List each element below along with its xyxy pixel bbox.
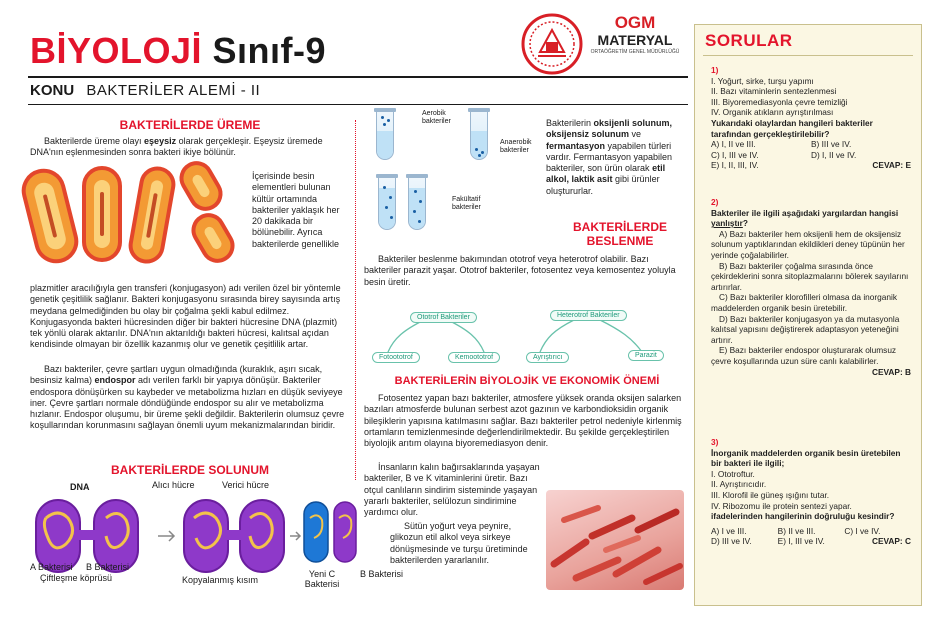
label-aerobik: Aerobik bakteriler xyxy=(422,110,451,125)
ureme-paragraph-2: plazmitler aracılığıyla gen transferi (konjugasyon) adı verilen özel bir yöntemle genetik çeşitlilik sağlanır. Bakteri konjugasyonu sırasında birey sayısında artış meydana gelmediğinden bu olay bir çoğalma şekli kabul edilmez. Konjugasyonda bakteri hücresinden diğer bir bakteri hücresine DNA (plazmit) tek yönlü olarak aktarılır. DNA'nın aktarıldığı bakteri hücresi, kalıtsal açıdan kendisinde olmayan bir özellik kazanmış olur ve genetik çeşitlilik artar. xyxy=(30,283,341,350)
q1-option-a[interactable]: A) I, II ve III. xyxy=(711,139,756,150)
q2-option-d[interactable]: D) Bazı bakteriler konjugasyon ya da mutasyonla kalıtsal yapısını değiştirerek adaptasyon yeteneğini artırır. xyxy=(711,313,900,345)
q1-options xyxy=(711,139,911,171)
beslenme-text: Bakteriler beslenme bakımından ototrof veya heterotrof olabilir. Bazı bakteriler parazit yaşar. Ototrof bakteriler, fotosentez veya kemosentez yoluyla besin üretir. xyxy=(364,254,676,287)
onem-heading: BAKTERİLERİN BİYOLOJİK VE EKONOMİK ÖNEMİ xyxy=(394,375,660,387)
beslenme-heading-1: BAKTERİLERDE xyxy=(572,220,667,234)
ogm-material-logo xyxy=(590,14,680,56)
label-a-bakterisi: A Bakterisi xyxy=(30,562,73,572)
q3-option-c[interactable]: C) I ve IV. xyxy=(844,525,881,536)
q1-item: III. Biyoremediasyonla çevre temizliği xyxy=(711,96,848,107)
label-alici-hucre: Alıcı hücre xyxy=(152,480,195,490)
q3-option-b[interactable]: B) II ve III. xyxy=(777,525,816,536)
bacteria-photo xyxy=(546,490,684,590)
nd-ayristirici: Ayrıştırıcı xyxy=(526,352,569,363)
onem-paragraph-1: Fotosentez yapan bazı bakteriler, atmosfere yüksek oranda oksijen salarken bazıları atmosferde bulunan serbest azot gazının ve karbondioksidin organik bileşiklerin yapısına katılmasını sağlar. Bazı bakteriler petrol nedeniyle kirlenmiş ortamların temizlenmesinde değerlendirilmektedir. Bu şekilde gerçekleştirilen biyolojik arıtım olayına biyoremediasyon denir. xyxy=(364,393,682,449)
label-ciftlesme-koprusu: Çiftleşme köprüsü xyxy=(40,573,113,583)
beslenme-heading xyxy=(560,220,680,248)
bacterium-cell xyxy=(173,155,228,217)
beslenme-heading-2: BESLENME xyxy=(586,234,654,248)
q2-option-e[interactable]: E) Bazı bakteriler endospor oluşturarak olumsuz çevre koşullarında uzun süre canlı kalabilirler. xyxy=(711,345,897,366)
q3-option-a[interactable]: A) I ve III. xyxy=(711,525,747,536)
q1-option-b[interactable]: B) III ve IV. xyxy=(811,139,852,150)
bacterium-cell xyxy=(126,164,178,267)
q1-item: IV. Organik atıkların ayrıştırılması xyxy=(711,107,834,118)
label-verici-hucre: Verici hücre xyxy=(222,480,270,490)
bacterium-cell xyxy=(17,164,83,268)
question-3 xyxy=(711,437,911,547)
q3-item: III. Klorofil ile güneş ışığını tutar. xyxy=(711,489,830,500)
solunum-text: Bakterilerin oksijenli solunum, oksijensiz solunum ve fermantasyon yapabilen türleri vardır. Fermantasyon yapabilen bakteriler, son ürün olarak etil alkol, laktik asit gibi ürünler oluştururlar. xyxy=(546,118,673,196)
q2-stem: Bakteriler ile ilgili aşağıdaki yargılardan hangisi yanlıştır? xyxy=(711,207,899,229)
nd-ototrof: Ototrof Bakteriler xyxy=(410,312,477,323)
q3-stem-b: ifadelerinden hangilerinin doğruluğu kesindir? xyxy=(711,511,895,522)
header-rule xyxy=(28,76,688,78)
question-1 xyxy=(711,65,911,171)
label-anaerobik: Anaerobik bakteriler xyxy=(500,139,532,154)
question-2 xyxy=(711,197,911,377)
q2-option-b[interactable]: B) Bazı bakteriler çoğalma sırasında önce çekirdeklerini sonra sitoplazmalarını bölerek sayılarını artırırlar. xyxy=(711,260,909,292)
konu-line xyxy=(30,82,260,99)
q1-item: II. Bazı vitaminlerin sentezlenmesi xyxy=(711,86,837,97)
q2-option-a[interactable]: A) Bazı bakteriler hem oksijenli hem de oksijensiz solunum yaptıklarından ekildikleri deney tüpünün her yerinde çoğalabilirler. xyxy=(711,228,905,260)
nd-heterotrof: Heterotrof Bakteriler xyxy=(550,310,627,321)
q3-item: II. Ayrıştırıcıdır. xyxy=(711,479,767,490)
meb-logo-icon xyxy=(520,12,584,76)
label-kopyalanmis-kisim: Kopyalanmış kısım xyxy=(182,575,259,585)
q3-item: I. Ototroftur. xyxy=(711,468,755,479)
sorular-heading: SORULAR xyxy=(705,31,793,50)
tube-fakultatif-2 xyxy=(408,178,426,230)
ogm-line2: MATERYAL xyxy=(597,32,673,48)
column-divider xyxy=(355,120,356,480)
label-yeni-c-bakterisi: Yeni C Bakterisi xyxy=(304,569,340,589)
konu-rule xyxy=(28,104,688,105)
bacterium-cell xyxy=(82,166,122,262)
ureme-paragraph-1: Bakterilerde üreme olayı eşeysiz olarak gerçekleşir. Eşeysiz üremede DNA'nın eşlenmesinden sonra bakteri ikiye bölünür. xyxy=(30,136,323,158)
title-sinif: Sınıf-9 xyxy=(212,30,327,71)
q3-item: IV. Ribozomu ile protein sentezi yapar. xyxy=(711,500,852,511)
q2-option-c[interactable]: C) Bazı bakteriler klorofilleri olmasa da inorganik maddelerden organik besin üretebilir. xyxy=(711,292,897,313)
question-2-number: 2) xyxy=(711,197,719,207)
ogm-line1: OGM xyxy=(614,13,656,32)
q1-option-e[interactable]: E) I, II, III, IV. xyxy=(711,160,759,171)
q1-option-c[interactable]: C) I, III ve IV. xyxy=(711,149,759,160)
q3-stem-a: İnorganik maddelerden organik besin üretebilen bir bakteri ile ilgili; xyxy=(711,447,901,469)
onem-paragraph-2: İnsanların kalın bağırsaklarında yaşayan bakteriler, B ve K vitaminlerini üretir. Bazı otçul canlıların sindirim sisteminde yaşayan yararlı bakteriler, selülozun sindirimine yardımcı olur. xyxy=(364,462,540,518)
q1-stem: Yukarıdaki olaylardan hangileri bakteriler tarafından gerçekleştirilebilir? xyxy=(711,117,873,139)
bacterium-cell xyxy=(185,207,240,269)
tube-anaerobik xyxy=(470,112,488,160)
ureme-paragraph-3: Bazı bakteriler, çevre şartları uygun olmadığında (kuraklık, aşırı sıcak, besinsiz kalma) endospor adı verilen farklı bir yapıya dönüşür. Bakteriler endospora dönüşürken su kaybeder ve metabolizma hızları en düşük seviyeye iner. Çevre şartları normale döndüğünde endospor su alır ve metabolizma hızlanır. Endospor oluşumu, bir üreme şekli değildir. Bakterilerin olumsuz çevre koşullarından korunmasını sağlayan önemli uyum mekanizmalarından biridir. xyxy=(30,364,345,431)
label-fakultatif: Fakültatif bakteriler xyxy=(452,196,481,211)
q1-item: I. Yoğurt, sirke, turşu yapımı xyxy=(711,75,814,86)
ogm-line3: ORTAÖĞRETİM GENEL MÜDÜRLÜĞÜ xyxy=(590,49,680,55)
tube-fakultatif-1 xyxy=(378,178,396,230)
q2-answer: CEVAP: B xyxy=(871,366,911,377)
label-dna: DNA xyxy=(70,482,90,492)
nd-kemoototrof: Kemoototrof xyxy=(448,352,500,363)
q1-answer: CEVAP: E xyxy=(872,160,911,171)
q3-option-d[interactable]: D) III ve IV. xyxy=(711,536,752,547)
q3-option-e[interactable]: E) I, III ve IV. xyxy=(777,536,825,547)
q3-answer: CEVAP: C xyxy=(871,536,911,547)
question-1-number: 1) xyxy=(711,65,719,75)
ureme-side-text: İçerisinde besin elementleri bulunan kültür ortamında bakteriler yaklaşık her 20 dakikada bir bölünebilir. Ayrıca bakterilerde genellikle xyxy=(252,171,340,249)
konu-text: BAKTERİLER ALEMİ - II xyxy=(86,82,261,99)
konu-label: KONU xyxy=(30,82,75,99)
solunum-heading: BAKTERİLERDE SOLUNUM xyxy=(111,463,269,477)
nd-parazit: Parazit xyxy=(628,350,664,361)
question-3-number: 3) xyxy=(711,437,719,447)
label-b-bakterisi: B Bakterisi xyxy=(86,562,130,572)
q3-options xyxy=(711,526,911,547)
ureme-heading: BAKTERİLERDE ÜREME xyxy=(119,118,261,132)
page-title xyxy=(30,30,326,72)
title-biyoloji: BİYOLOJİ xyxy=(30,30,203,71)
sorular-panel xyxy=(694,24,922,606)
sorular-rule xyxy=(703,55,913,56)
bacteria-photo-graphic xyxy=(546,490,684,590)
q1-option-d[interactable]: D) I, II ve IV. xyxy=(811,149,857,160)
label-b-bakterisi-2: B Bakterisi xyxy=(360,569,404,579)
tube-aerobik xyxy=(376,112,394,160)
onem-paragraph-3: Sütün yoğurt veya peynire, glikozun etil alkol veya sirkeye dönüşmesinde ve turşu üretiminde bakterilerden yararlanılır. xyxy=(390,521,528,565)
nd-fotoototrof: Fotoototrof xyxy=(372,352,420,363)
conjugation-diagram xyxy=(28,478,358,583)
